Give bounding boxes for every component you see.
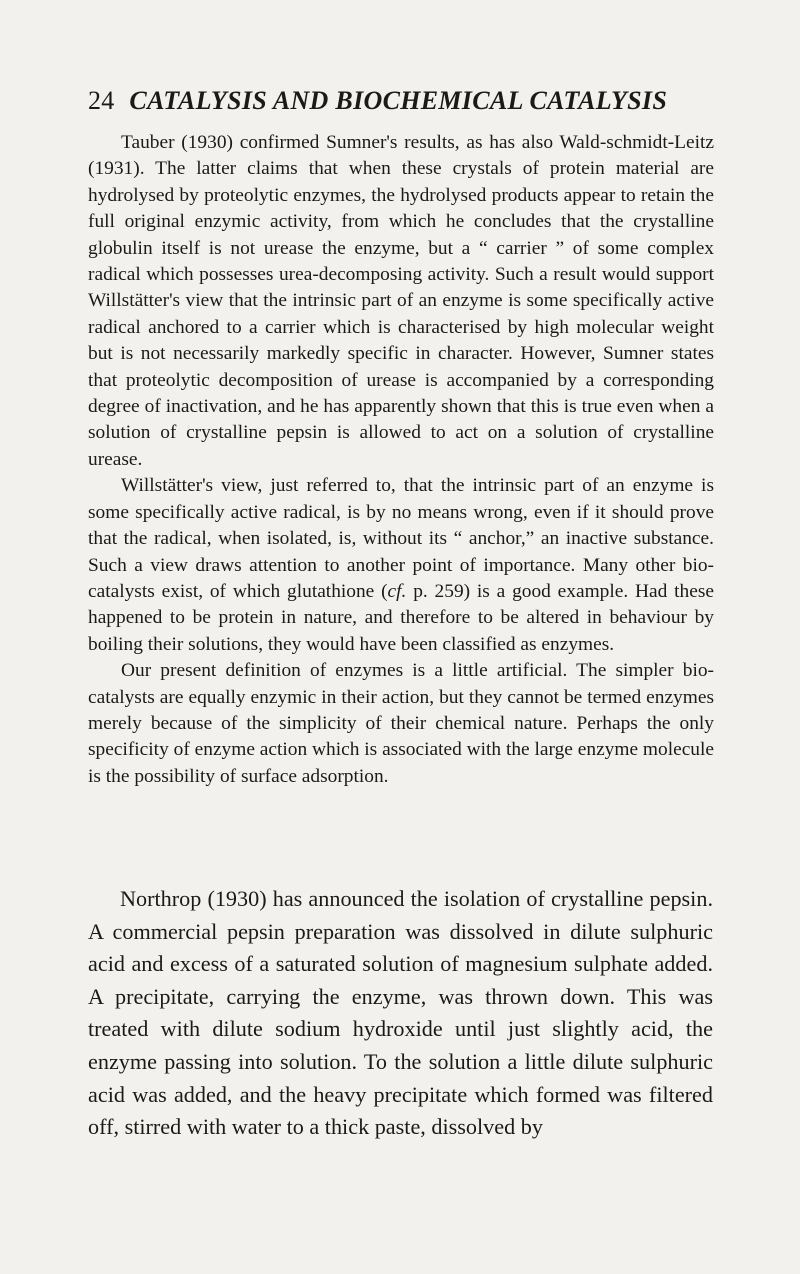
paragraph-northrop: Northrop (1930) has announced the isolation of crystalline pepsin. A commercial pepsin preparation was dissolved in dilute sulphuric acid and excess of a saturated solution of magnesium sulphate added. A precipitate, carrying the enzyme, was thrown down. This was treated with dilute sodium hydroxide until just slightly acid, the enzyme passing into solution. To the solution a little dilute sulphuric acid was added, and the heavy precipitate which formed was filtered off, stirred with water to a thick paste, dissolved by bbox=[88, 886, 713, 1140]
paragraph-definition: Our present definition of enzymes is a little artificial. The simpler bio-catalysts are equally enzymic in their action, but they cannot be termed enzymes merely because of the simplicity of their chemical nature. Perhaps the only specificity of enzyme action which is associated with the large enzyme molecule is the possibility of surface adsorption. bbox=[88, 660, 714, 787]
paragraph-willstatter-text-before: Willstätter's view, just referred to, that the intrinsic part of an enzyme is some specifically active radical, is by no means wrong, even if it should prove that the radical, when isolated, is, without its “ anchor,” an inactive substance. Such a view draws attention to another point of importance. Many other bio-catalysts exist, of which glutathione ( bbox=[88, 475, 714, 602]
paragraph-tauber: Tauber (1930) confirmed Sumner's results, as has also Wald-schmidt-Leitz (1931). The latter claims that when these crystals of protein material are hydrolysed by proteolytic enzymes, the hydrolysed products appear to retain the full original enzymic activity, from which he concludes that the crystalline globulin itself is not urease the enzyme, but a “ carrier ” of some complex radical which possesses urea-decomposing activity. Such a result would support Willstätter's view that the intrinsic part of an enzyme is some specifically active radical anchored to a carrier which is characterised by high molecular weight but is not necessarily markedly specific in character. However, Sumner states that proteolytic decomposition of urease is accompanied by a corresponding degree of inactivation, and he has apparently shown that this is true even when a solution of crystalline pepsin is allowed to act on a solution of crystalline urease. bbox=[88, 132, 714, 470]
large-print-section bbox=[88, 883, 713, 1144]
paragraph-willstatter bbox=[88, 473, 714, 658]
page-number: 24 bbox=[88, 86, 115, 115]
small-print-section bbox=[88, 130, 714, 790]
running-title: CATALYSIS AND BIOCHEMICAL CATALYSIS bbox=[129, 86, 668, 115]
paragraph-willstatter-text-after: p. 259) is a good example. Had these happened to be protein in nature, and therefore to be altered in behaviour by boiling their solutions, they would have been classified as enzymes. bbox=[88, 580, 714, 655]
paragraph-willstatter-italic: cf. bbox=[387, 580, 407, 602]
running-head bbox=[88, 86, 728, 116]
